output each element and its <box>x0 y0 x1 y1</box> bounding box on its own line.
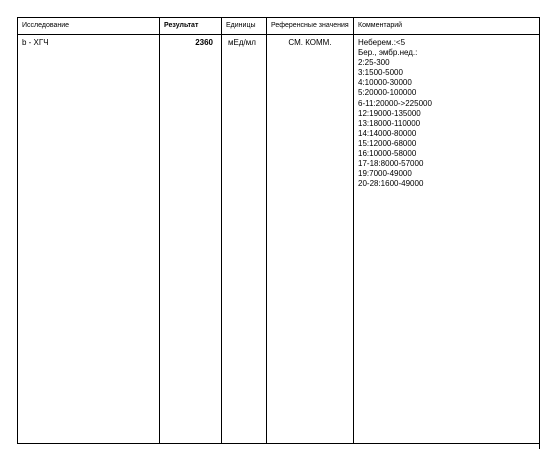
comment-line: 14:14000-80000 <box>358 128 417 138</box>
comment-line: 5:20000-100000 <box>358 88 417 98</box>
comment-line: 20-28:1600-49000 <box>358 179 424 189</box>
comment-line: 15:12000-68000 <box>358 138 417 148</box>
header-test: Исследование <box>18 18 160 35</box>
reference-cell: СМ. КОММ. <box>267 35 354 444</box>
header-units: Единицы <box>222 18 267 35</box>
comment-line: 3:1500-5000 <box>358 68 403 78</box>
comment-cell <box>354 35 540 444</box>
table-header <box>18 18 540 35</box>
header-result: Результат <box>160 18 222 35</box>
comment-line: 19:7000-49000 <box>358 169 412 179</box>
header-row <box>18 18 540 35</box>
comment-line: 2:25-300 <box>358 58 390 68</box>
table-body <box>18 35 540 444</box>
units-cell: мЕд/мл <box>222 35 267 444</box>
header-comment: Комментарий <box>354 18 540 35</box>
comment-line: 17-18:8000-57000 <box>358 159 424 169</box>
header-reference: Референсные значения <box>267 18 354 35</box>
comment-line: Бер., эмбр.нед.: <box>358 48 418 58</box>
results-table <box>17 17 540 444</box>
comment-line: 16:10000-58000 <box>358 149 417 159</box>
comment-line: Неберем.:<5 <box>358 38 406 47</box>
comment-line: 6-11:20000->225000 <box>358 98 432 108</box>
comment-line: 12:19000-135000 <box>358 108 421 118</box>
test-name-cell: b - ХГЧ <box>18 35 160 444</box>
result-value-cell: 2360 <box>160 35 222 444</box>
comment-line: 13:18000-110000 <box>358 118 421 128</box>
table-row <box>18 35 540 444</box>
page-edge-mark <box>539 444 540 449</box>
comment-line: 4:10000-30000 <box>358 78 412 88</box>
